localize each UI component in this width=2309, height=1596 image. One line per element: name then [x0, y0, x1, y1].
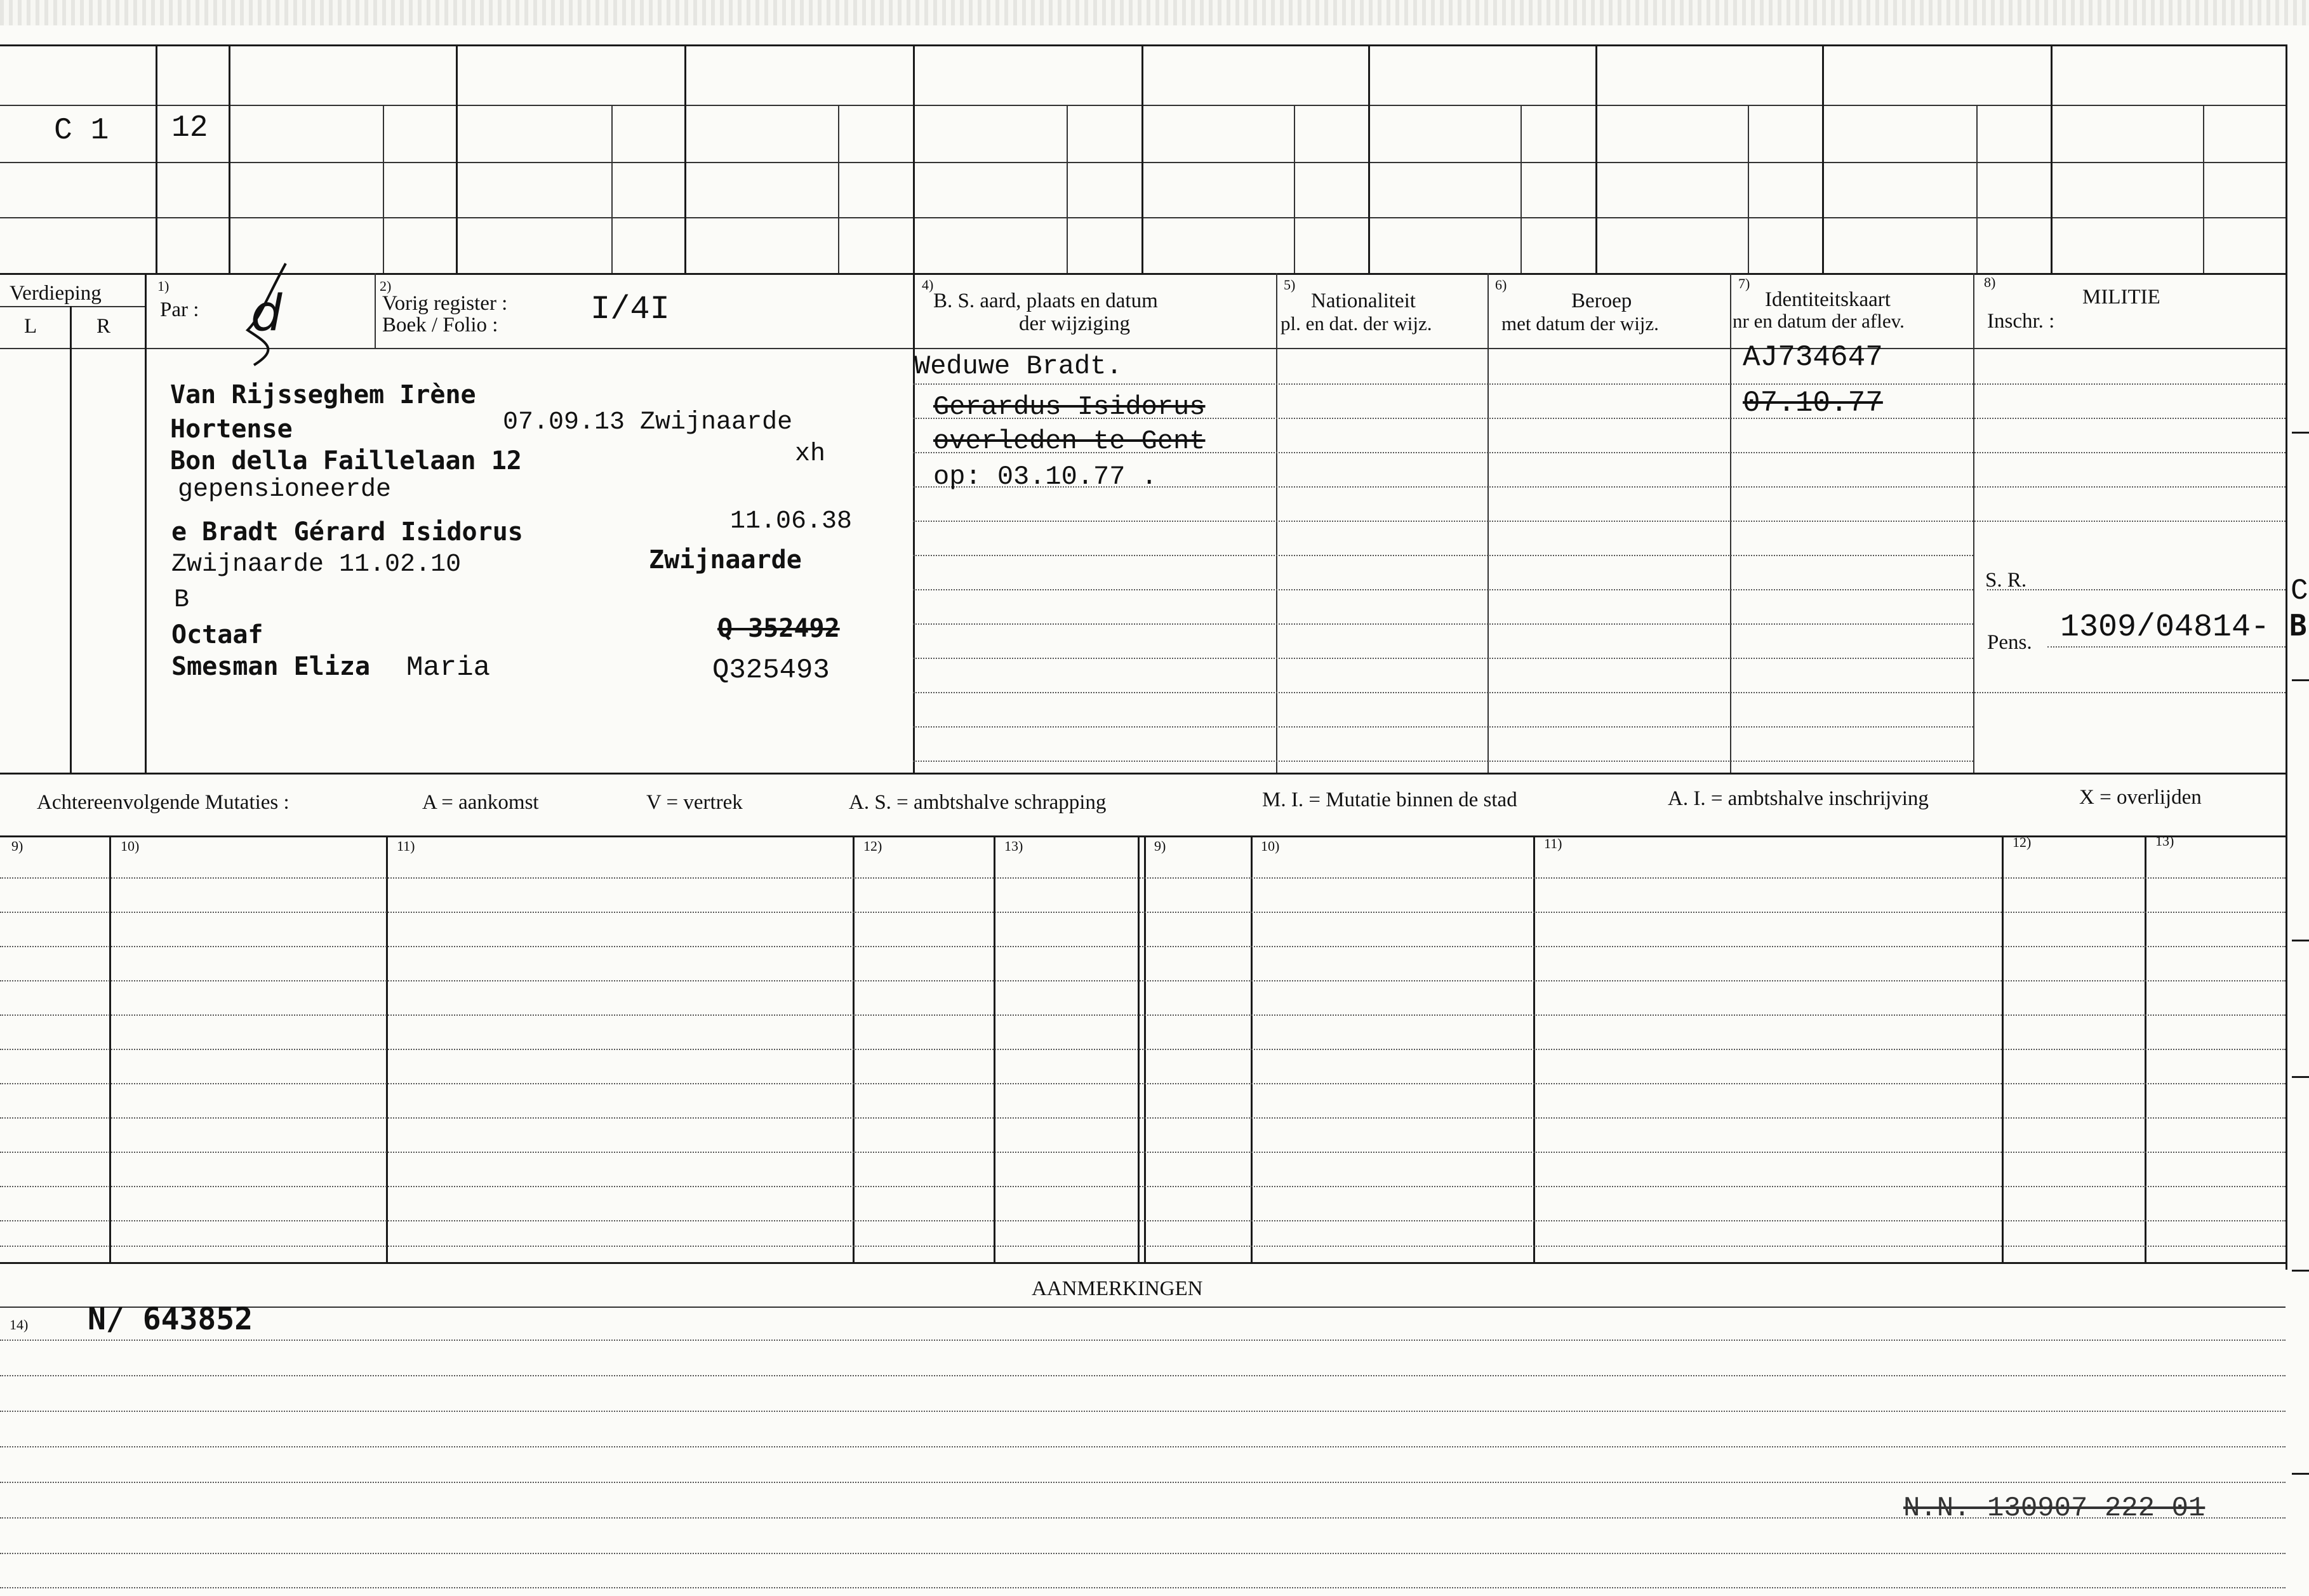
legend-top-line	[0, 773, 2286, 775]
field-number-7: 7)	[1738, 276, 1750, 291]
identiteitskaart-subheader: nr en datum der aflev.	[1733, 310, 1905, 332]
spouse-name: e Bradt Gérard Isidorus	[171, 517, 523, 547]
mutation-row-line	[0, 1152, 2286, 1153]
legend-aankomst: A = aankomst	[422, 791, 539, 814]
ruled-line	[913, 521, 2286, 522]
marriage-date: 11.06.38	[730, 507, 853, 536]
col-r-label: R	[96, 315, 111, 338]
top-grid-bottom-line	[0, 273, 2286, 275]
marriage-place: Zwijnaarde	[649, 545, 802, 575]
top-grid-divider	[2051, 44, 2053, 273]
margin-tab	[2292, 679, 2309, 681]
ruled-line	[913, 658, 1973, 659]
top-grid-divider	[1595, 44, 1597, 273]
col7-divider	[1730, 273, 1731, 773]
top-grid-divider	[1368, 44, 1370, 273]
top-grid-subdivider	[383, 105, 384, 273]
top-grid-subdivider	[1520, 105, 1522, 273]
remarks-line	[0, 1517, 2286, 1519]
header-bottom-line	[0, 348, 145, 349]
margin-mark-c: C	[2291, 575, 2308, 608]
mother-name: Smesman Eliza	[171, 652, 371, 681]
mutation-col-13: 13)	[1004, 838, 1023, 854]
legend-ambtshalve-inschrijving: A. I. = ambtshalve inschrijving	[1668, 787, 1929, 810]
remarks-title-line	[0, 1307, 2286, 1308]
code-new: Q325493	[712, 655, 830, 686]
remarks-value: N/ 643852	[88, 1301, 253, 1337]
birth-date-place: 07.09.13 Zwijnaarde	[503, 408, 793, 437]
col-l-label: L	[24, 315, 37, 338]
field-number-4: 4)	[922, 277, 934, 293]
margin-tab	[2292, 1473, 2309, 1475]
mutation-row-line	[0, 946, 2286, 947]
margin-tab	[2292, 1270, 2309, 1272]
mutation-row-line	[0, 1049, 2286, 1050]
col5-divider	[1276, 273, 1277, 773]
verdieping-divider	[0, 306, 145, 307]
top-grid-subdivider	[1294, 105, 1295, 273]
margin-mark-b: B	[2289, 608, 2307, 642]
margin-tab	[2292, 940, 2309, 941]
legend-vertrek: V = vertrek	[646, 791, 743, 814]
sr-line	[1987, 589, 2286, 590]
bs-header-line2: der wijziging	[1019, 312, 1131, 335]
mutation-row-line	[0, 877, 2286, 879]
mutation-row-line	[0, 1246, 2286, 1247]
boek-folio-label: Boek / Folio :	[382, 314, 498, 336]
top-grid-subdivider	[1067, 105, 1068, 273]
mutation-col-11b: 11)	[1544, 835, 1562, 851]
occupation: gepensioneerde	[178, 475, 392, 504]
remarks-line	[0, 1482, 2286, 1483]
top-grid-divider	[913, 44, 915, 273]
code-old: Q 352492	[717, 614, 840, 643]
ruled-line	[913, 555, 1973, 556]
sr-label: S. R.	[1985, 569, 2027, 592]
mutation-row-line	[0, 1014, 2286, 1016]
mutation-row-line	[0, 980, 2286, 981]
remarks-line	[0, 1446, 2286, 1447]
field-number-6: 6)	[1495, 277, 1507, 293]
ruled-line	[913, 623, 1973, 625]
mutation-table-top	[0, 835, 2286, 837]
mutation-col-10: 10)	[121, 838, 140, 854]
person-name: Van Rijsseghem Irène	[170, 380, 476, 409]
bs-header-line1: B. S. aard, plaats en datum	[933, 289, 1158, 312]
remarks-line	[0, 1375, 2286, 1376]
lr-divider	[70, 306, 72, 773]
change-line-1: Weduwe Bradt.	[914, 351, 1122, 382]
top-grid-subdivider	[1976, 105, 1978, 273]
top-grid-subdivider	[611, 105, 613, 273]
remarks-title: AANMERKINGEN	[1032, 1277, 1203, 1300]
person-block-right	[913, 273, 915, 773]
legend-overlijden: X = overlijden	[2079, 786, 2202, 809]
col6-divider	[1487, 273, 1489, 773]
beroep-subheader: met datum der wijz.	[1501, 312, 1659, 335]
field-number-2: 2)	[380, 278, 392, 294]
field-number-5: 5)	[1284, 277, 1296, 293]
mutation-row-line	[0, 1083, 2286, 1084]
spouse-birth: Zwijnaarde 11.02.10	[171, 550, 462, 579]
header-bottom-line	[913, 348, 2286, 349]
change-line-4: op: 03.10.77 .	[933, 462, 1157, 492]
mutation-col-13b: 13)	[2155, 833, 2174, 849]
mutation-col-12b: 12)	[2013, 834, 2032, 850]
mother-name-extra: Maria	[406, 652, 491, 684]
register-value: I/4I	[590, 291, 670, 328]
nationaliteit-header: Nationaliteit	[1311, 289, 1416, 312]
remarks-line	[0, 1411, 2286, 1412]
ruled-line	[913, 726, 1973, 728]
mutation-row-line	[0, 1186, 2286, 1187]
mutation-table-bottom	[0, 1262, 2286, 1264]
mutation-col-9b: 9)	[1154, 838, 1166, 854]
handwritten-stroke	[241, 260, 298, 368]
ruled-line	[913, 383, 2286, 385]
left-block-divider	[145, 273, 147, 773]
change-line-2: Gerardus Isidorus	[933, 392, 1206, 422]
top-grid-divider	[1141, 44, 1143, 273]
remarks-line	[0, 1340, 2286, 1341]
top-grid-divider	[1822, 44, 1824, 273]
par-value: d	[251, 285, 283, 342]
mutation-col-11: 11)	[397, 838, 415, 854]
id-card-number: AJ734647	[1743, 341, 1883, 374]
top-grid-divider	[156, 44, 157, 273]
field-number-8: 8)	[1984, 274, 1996, 290]
mutation-col-12: 12)	[863, 838, 882, 854]
militie-header: MILITIE	[2082, 286, 2160, 309]
mutation-row-line	[0, 912, 2286, 913]
father-name: Octaaf	[171, 620, 263, 649]
margin-tab	[2292, 432, 2309, 434]
change-line-3: overleden te Gent	[933, 426, 1206, 456]
remarks-line	[0, 1553, 2286, 1554]
top-grid-divider	[456, 44, 458, 273]
beroep-header: Beroep	[1571, 289, 1632, 312]
margin-tab	[2292, 1076, 2309, 1078]
verdieping-label: Verdieping	[10, 282, 102, 305]
identiteitskaart-header: Identiteitskaart	[1765, 288, 1891, 311]
mutation-col-10b: 10)	[1261, 838, 1280, 854]
address-mark: xh	[795, 440, 826, 469]
legend-ambtshalve-schrapping: A. S. = ambtshalve schrapping	[849, 791, 1107, 814]
torn-top-edge	[0, 0, 2309, 25]
pens-label: Pens.	[1987, 631, 2032, 654]
vorig-register-label: Vorig register :	[382, 292, 508, 315]
top-grid-divider	[684, 44, 686, 273]
mutation-row-line	[0, 1220, 2286, 1221]
remarks-line	[0, 1587, 2286, 1588]
card-right-border	[2286, 44, 2287, 1270]
ruled-line	[913, 692, 2286, 693]
id-card-date: 07.10.77	[1743, 387, 1883, 420]
par-divider	[375, 273, 376, 348]
nationaliteit-subheader: pl. en dat. der wijz.	[1281, 312, 1432, 335]
top-grid-c1: C 1	[54, 114, 109, 148]
par-label: Par :	[160, 298, 199, 321]
mutation-row-line	[0, 1117, 2286, 1119]
legend-title: Achtereenvolgende Mutaties :	[37, 791, 289, 814]
legend-mutatie: M. I. = Mutatie binnen de stad	[1262, 788, 1517, 811]
person-name-2: Hortense	[170, 415, 293, 444]
mutation-col-9: 9)	[11, 838, 23, 854]
top-grid-subdivider	[2203, 105, 2204, 273]
address: Bon della Faillelaan 12	[170, 446, 522, 475]
col8-divider	[1973, 273, 1974, 773]
top-grid-number: 12	[171, 111, 208, 145]
inschr-label: Inschr. :	[1987, 310, 2055, 333]
ruled-line	[913, 761, 1973, 762]
top-grid-divider	[229, 44, 230, 273]
top-grid-subdivider	[1748, 105, 1749, 273]
field-number-14: 14)	[10, 1317, 29, 1333]
national-number: N.N. 130907 222 01	[1903, 1493, 2206, 1524]
ruled-line	[913, 589, 1973, 590]
section-letter: B	[174, 586, 190, 615]
pens-line	[2047, 646, 2286, 648]
field-number-1: 1)	[157, 278, 170, 294]
top-grid-subdivider	[838, 105, 839, 273]
pens-value: 1309/04814-	[2060, 609, 2270, 646]
